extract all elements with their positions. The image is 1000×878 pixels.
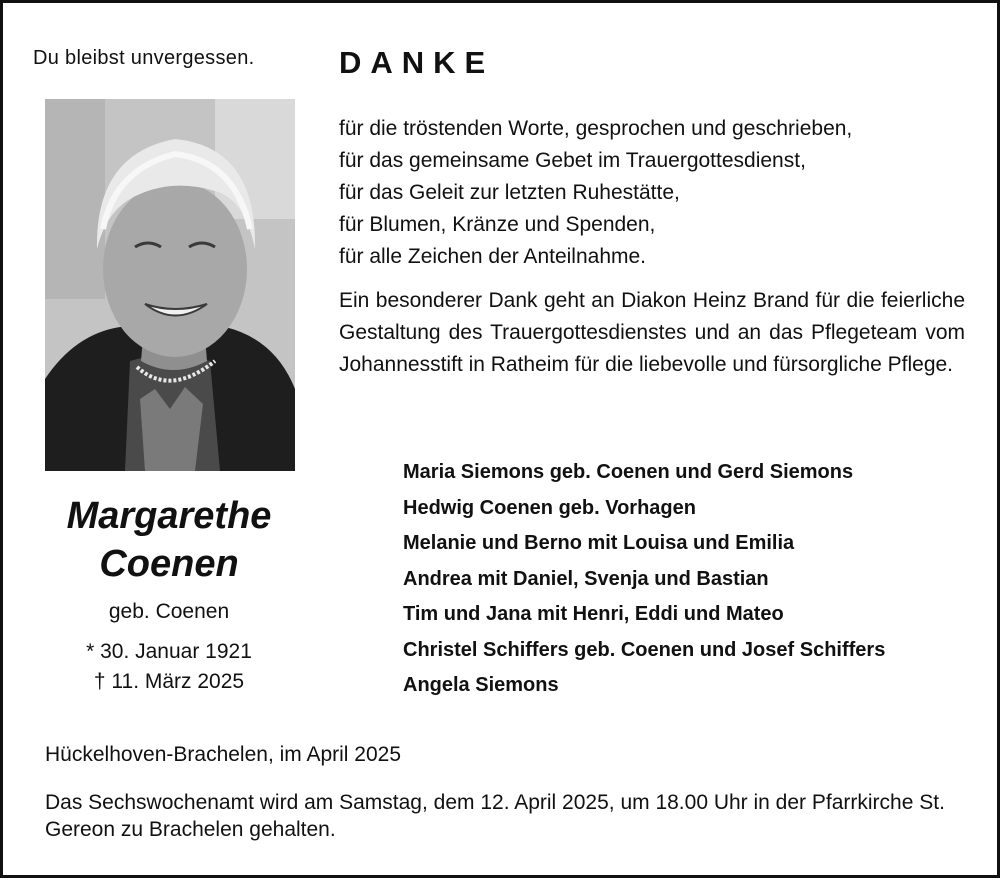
death-date: † 11. März 2025 <box>93 670 245 693</box>
place-date: Hückelhoven-Brachelen, im April 2025 <box>45 743 402 766</box>
thanks-line: für das Geleit zur letzten Ruhestätte, <box>339 181 680 204</box>
thanks-heading: DANKE <box>339 45 495 80</box>
thanks-line: für alle Zeichen der Anteilnahme. <box>339 245 647 268</box>
portrait-illustration <box>45 99 295 471</box>
deceased-born-name: geb. Coenen <box>108 600 230 623</box>
motto: Du bleibst unvergessen. <box>33 47 255 69</box>
thanks-line: für die tröstenden Worte, gesprochen und geschrieben, <box>339 117 853 140</box>
service-announcement: Das Sechswochenamt wird am Samstag, dem 12. April 2025, um 18.00 Uhr in der Pfarrkirche St. Gereon zu Brachelen gehalten. <box>45 791 945 841</box>
family-member: Andrea mit Daniel, Svenja und Bastian <box>403 567 769 590</box>
thanks-list <box>339 113 965 273</box>
family-member: Tim und Jana mit Henri, Eddi und Mateo <box>403 603 784 625</box>
family-member: Christel Schiffers geb. Coenen und Josef Schiffers <box>403 638 886 661</box>
family-member: Melanie und Berno mit Louisa und Emilia <box>403 532 795 554</box>
family-signatures <box>403 455 885 704</box>
birth-date: * 30. Januar 1921 <box>86 640 252 663</box>
family-member: Maria Siemons geb. Coenen und Gerd Siemons <box>403 461 854 483</box>
special-thanks: Ein besonderer Dank geht an Diakon Heinz Brand für die feierliche Gestaltung des Trauergottesdienstes und an das Pflegeteam vom Johannesstift in Ratheim für die liebevolle und fürsorgliche Pflege. <box>339 289 965 376</box>
thanks-line: für das gemeinsame Gebet im Trauergottesdienst, <box>339 149 806 172</box>
family-member: Angela Siemons <box>403 674 559 696</box>
family-member: Hedwig Coenen geb. Vorhagen <box>403 496 696 519</box>
deceased-first-name: Margarethe <box>66 495 272 537</box>
portrait-photo <box>45 99 295 471</box>
thanks-line: für Blumen, Kränze und Spenden, <box>339 213 656 236</box>
deceased-last-name: Coenen <box>99 543 239 585</box>
